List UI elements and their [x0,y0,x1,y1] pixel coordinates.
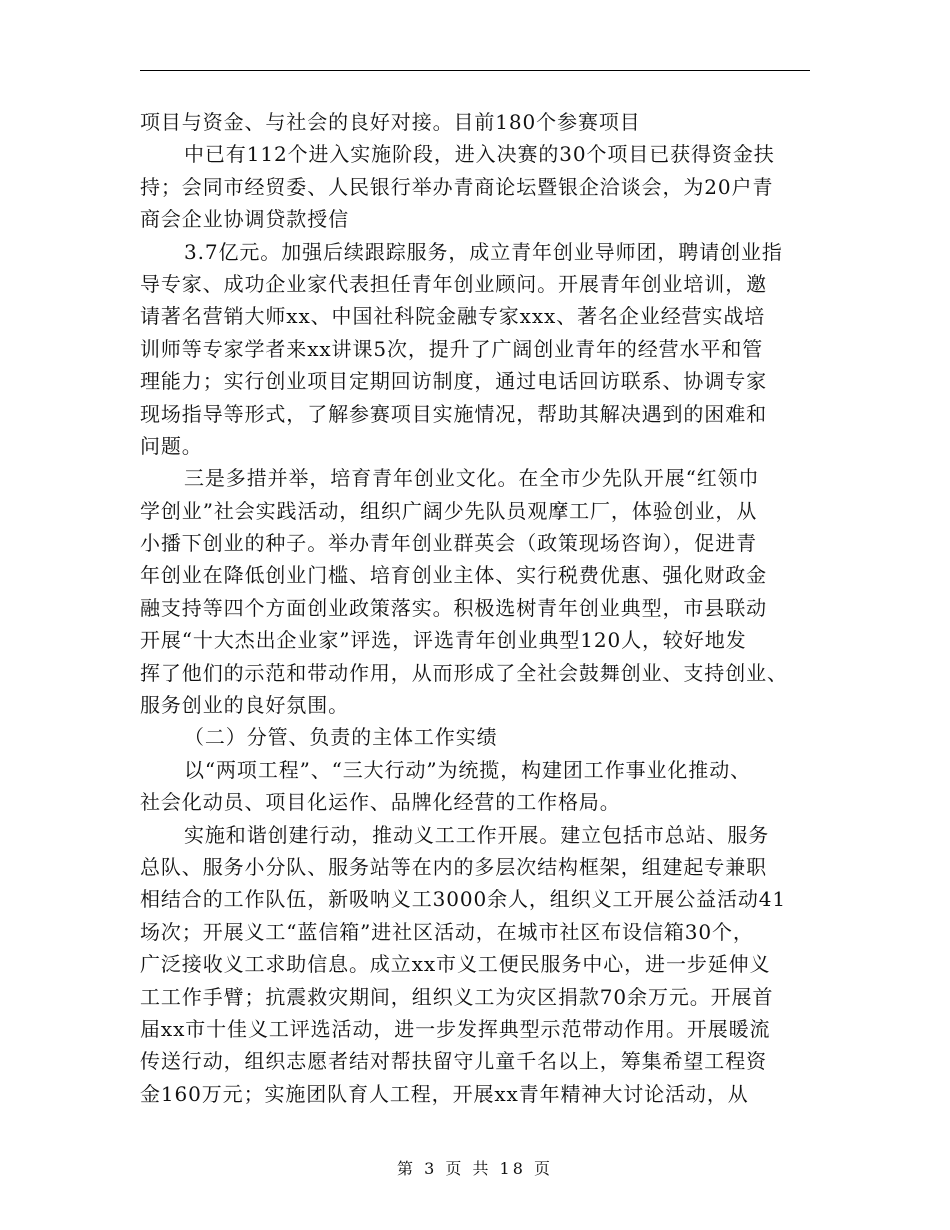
text-line: 工工作手臂；抗震救灾期间，组织义工为灾区捐款70余万元。开展首 [140,984,774,1009]
text-line: 3.7亿元。加强后续跟踪服务，成立青年创业导师团，聘请创业指 [184,239,783,264]
text-line: （二）分管、负责的主体工作实绩 [184,725,498,750]
page-number: 第 3 页 共 18 页 [397,1159,553,1178]
text-line: 训师等专家学者来xx讲课5次，提升了广阔创业青年的经营水平和管 [140,336,764,361]
text-line: 总队、服务小分队、服务站等在内的多层次结构框架，组建起专兼职 [140,854,767,879]
text-line: 持；会同市经贸委、人民银行举办青商论坛暨银企洽谈会，为20户青 [140,174,774,199]
text-line: 商会企业协调贷款授信 [140,207,349,232]
text-line: 实施和谐创建行动，推动义工工作开展。建立包括市总站、服务 [184,822,770,847]
header-rule [140,70,810,71]
text-line: 学创业”社会实践活动，组织广阔少先队员观摩工厂，体验创业，从 [140,498,758,523]
text-line: 融支持等四个方面创业政策落实。积极选树青年创业典型，市县联动 [140,595,767,620]
text-line: 开展“十大杰出企业家”评选，评选青年创业典型120人，较好地发 [140,628,747,653]
text-line: 场次；开展义工“蓝信箱”进社区活动，在城市社区布设信箱30个， [140,919,754,944]
text-line: 以“两项工程”、“三大行动”为统揽，构建团工作事业化推动、 [184,757,751,782]
text-line: 相结合的工作队伍，新吸呐义工3000余人，组织义工开展公益活动41 [140,887,787,912]
text-line: 问题。 [140,433,203,458]
text-line: 社会化动员、项目化运作、品牌化经营的工作格局。 [140,790,621,815]
text-line: 届xx市十佳义工评选活动，进一步发挥典型示范带动作用。开展暖流 [140,1016,771,1041]
text-line: 三是多措并举，培育青年创业文化。在全市少先队开展“红领巾 [184,466,760,491]
text-line: 中已有112个进入实施阶段，进入决赛的30个项目已获得资金扶 [184,142,775,167]
text-line: 请著名营销大师xx、中国社科院金融专家xxx、著名企业经营实战培 [140,304,766,329]
text-line: 理能力；实行创业项目定期回访制度，通过电话回访联系、协调专家 [140,369,767,394]
text-line: 年创业在降低创业门槛、培育创业主体、实行税费优惠、强化财政金 [140,563,767,588]
text-line: 广泛接收义工求助信息。成立xx市义工便民服务中心，进一步延伸义 [140,952,771,977]
text-line: 小播下创业的种子。举办青年创业群英会（政策现场咨询），促进青 [140,531,757,556]
text-line: 导专家、成功企业家代表担任青年创业顾问。开展青年创业培训，邀 [140,271,767,296]
text-line: 金160万元；实施团队育人工程，开展xx青年精神大讨论活动，从 [140,1081,749,1106]
text-line: 挥了他们的示范和带动作用，从而形成了全社会鼓舞创业、支持创业、 [140,660,788,685]
text-line: 传送行动，组织志愿者结对帮扶留守儿童千名以上，筹集希望工程资 [140,1049,767,1074]
text-line: 服务创业的良好氛围。 [140,693,349,718]
document-body [140,106,820,1110]
text-line: 现场指导等形式，了解参赛项目实施情况，帮助其解决遇到的困难和 [140,401,767,426]
text-line: 项目与资金、与社会的良好对接。目前180个参赛项目 [140,110,641,134]
